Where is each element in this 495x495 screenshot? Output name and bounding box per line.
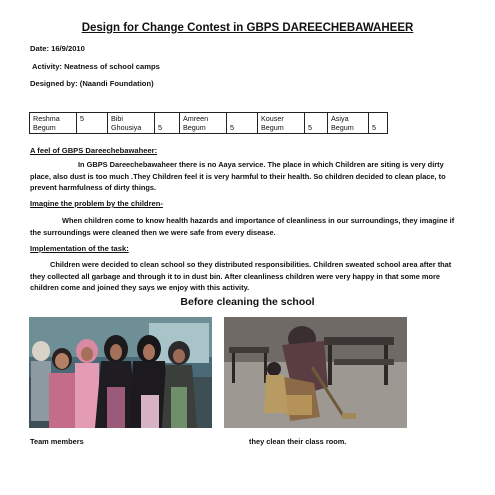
member-class-cell: 5	[77, 113, 108, 134]
team-members-table	[29, 112, 388, 134]
member-name-cell: Bibi Ghousiya	[108, 113, 155, 134]
member-class-cell: 5	[227, 113, 258, 134]
document-title: Design for Change Contest in GBPS DAREECHEBAWAHEER	[81, 22, 414, 34]
implementation-heading: Implementation of the task:	[30, 244, 129, 253]
activity-line: Activity: Neatness of school camps	[32, 62, 160, 71]
member-class-cell: 5	[155, 113, 180, 134]
feel-heading: A feel of GBPS Dareechebawaheer:	[30, 146, 158, 155]
date-line: Date: 16/9/2010	[30, 44, 85, 53]
before-cleaning-title: Before cleaning the school	[180, 296, 315, 308]
feel-paragraph: In GBPS Dareechebawaheer there is no Aaya service. The place in which Children are siting is very dirty place, also dust is too much .They Children feel it is very harmful to their health. So children decided to clean place, to prevent harmfulness of dirty things.	[30, 160, 446, 192]
member-name-cell: Kouser Begum	[258, 113, 305, 134]
member-class-cell: 5	[305, 113, 328, 134]
team-members-photo	[29, 317, 212, 428]
member-class-cell: 5	[369, 113, 388, 134]
member-name-cell: Asiya Begum	[328, 113, 369, 134]
member-name-cell: Amreen Begum	[180, 113, 227, 134]
table-row	[30, 113, 388, 134]
cleaning-classroom-photo	[224, 317, 407, 428]
imagine-heading: Imagine the problem by the children-	[30, 199, 163, 208]
designed-by-line: Designed by: (Naandi Foundation)	[30, 79, 154, 88]
team-members-photo-image	[29, 317, 212, 428]
cleaning-caption: they clean their class room.	[249, 437, 347, 446]
imagine-paragraph: When children come to know health hazards and importance of cleanliness in our surroundings, they imagine if the surroundings were cleaned then we were safe from every disease.	[30, 216, 455, 237]
team-members-caption: Team members	[30, 437, 84, 446]
cleaning-classroom-photo-image	[224, 317, 407, 428]
member-name-cell: Reshma Begum	[30, 113, 77, 134]
implementation-paragraph: Children were decided to clean school so they distributed responsibilities. Children sweated school area after that they collected all garbage and through it to in dust bin. After cleanliness children were very happy in that some more children come and joined they says we enjoy with this activity.	[30, 260, 452, 292]
